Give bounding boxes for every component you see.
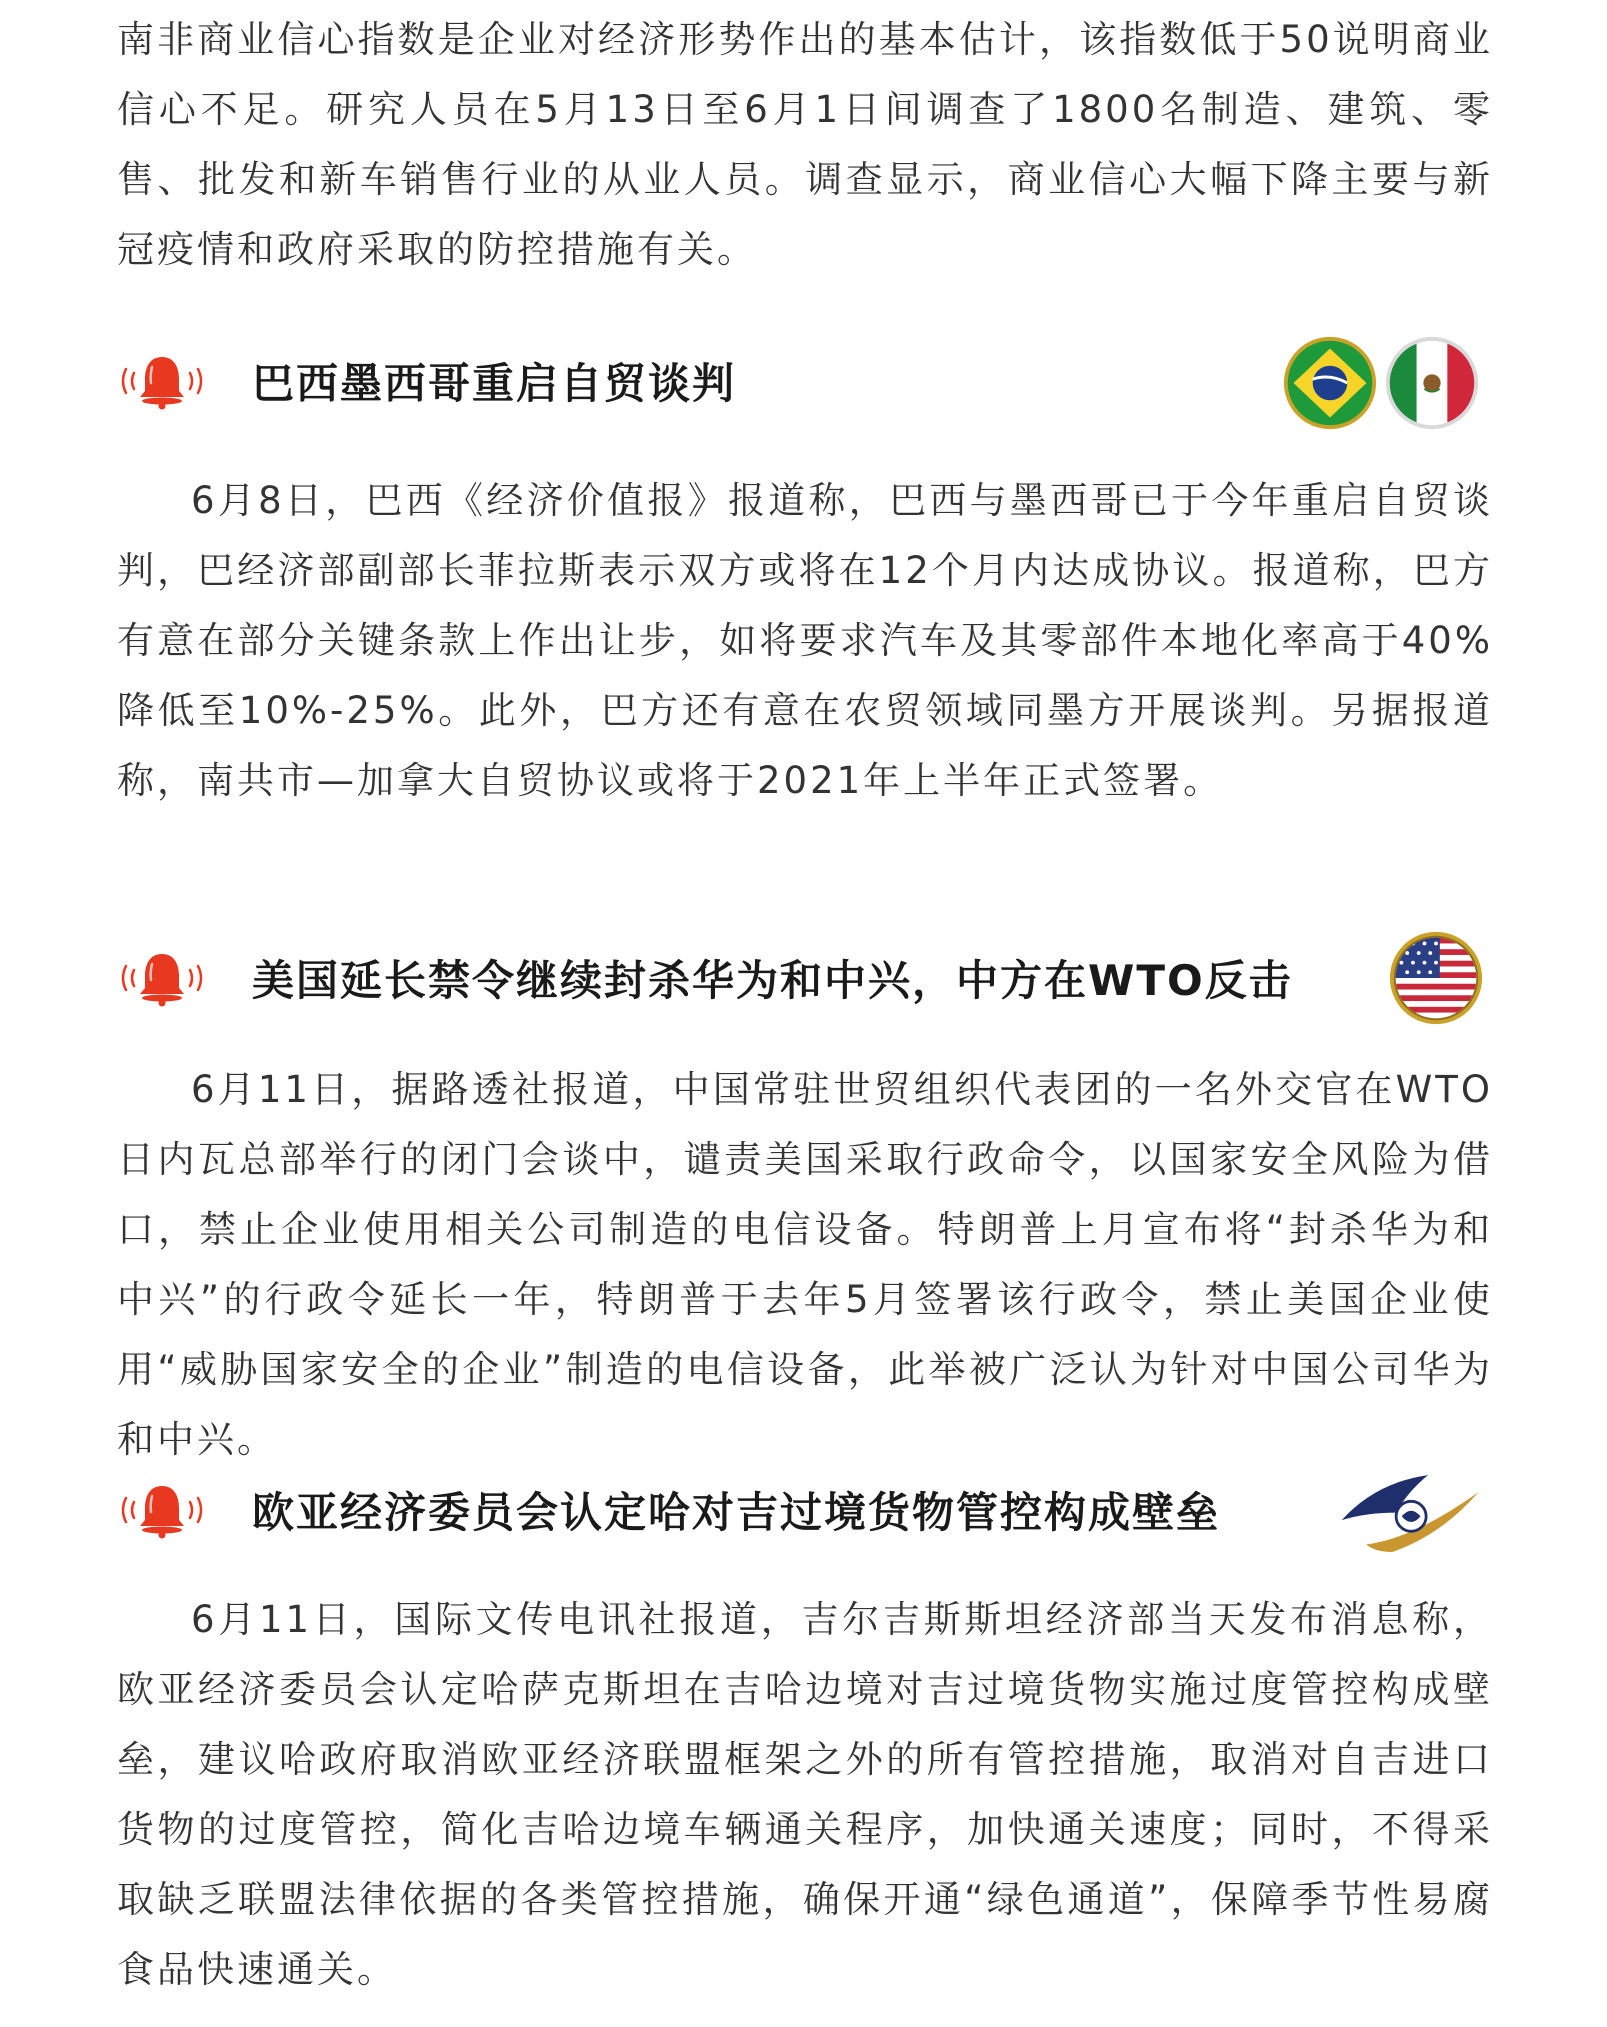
eaeu-paragraph: 6月11日，国际文传电讯社报道，吉尔吉斯斯坦经济部当天发布消息称，欧亚经济委员会认定哈萨克斯坦在吉哈边境对吉过境货物实施过度管控构成壁垒，建议哈政府取消欧亚经济联盟框架之外的所有管控措施，取消对自吉进口货物的过度管控，简化吉哈边境车辆通关程序，加快通关速度；同时，不得采取缺乏联盟法律依据的各类管控措施，确保开通“绿色通道”，保障季节性易腐食品快速通关。 — [117, 1598, 1493, 1991]
intro-paragraph: 南非商业信心指数是企业对经济形势作出的基本估计，该指数低于50说明商业信心不足。研究人员在5月13日至6月1日间调查了1800名制造、建筑、零售、批发和新车销售行业的从业人员。调查显示，商业信心大幅下降主要与新冠疫情和政府采取的防控措施有关。 — [117, 18, 1493, 271]
section-headline: 巴西墨西哥重启自贸谈判 — [252, 359, 737, 408]
section-headline: 欧亚经济委员会认定哈对吉过境货物管控构成壁垒 — [252, 1488, 1221, 1537]
mexico-flag-icon — [1384, 335, 1480, 431]
eaeu-logo-icon — [1338, 1454, 1488, 1558]
section-header-eaeu — [112, 1460, 1496, 1560]
brazil-flag-icon — [1282, 335, 1378, 431]
section-headline: 美国延长禁令继续封杀华为和中兴，中方在WTO反击 — [252, 956, 1293, 1005]
alarm-bell-icon — [112, 351, 212, 411]
section-header-usa-huawei — [112, 930, 1496, 1030]
alarm-bell-icon — [112, 1480, 212, 1540]
section-header-brazil-mexico — [112, 335, 1496, 435]
alarm-bell-icon — [112, 948, 212, 1008]
brazil-mexico-paragraph: 6月8日，巴西《经济价值报》报道称，巴西与墨西哥已于今年重启自贸谈判，巴经济部副部长菲拉斯表示双方或将在12个月内达成协议。报道称，巴方有意在部分关键条款上作出让步，如将要求汽车及其零部件本地化率高于40%降低至10%-25%。此外，巴方还有意在农贸领域同墨方开展谈判。另据报道称，南共市—加拿大自贸协议或将于2021年上半年正式签署。 — [117, 479, 1493, 802]
usa-flag-icon — [1388, 930, 1484, 1026]
usa-huawei-paragraph: 6月11日，据路透社报道，中国常驻世贸组织代表团的一名外交官在WTO日内瓦总部举行的闭门会谈中，谴责美国采取行政命令，以国家安全风险为借口，禁止企业使用相关公司制造的电信设备。特朗普上月宣布将“封杀华为和中兴”的行政令延长一年，特朗普于去年5月签署该行政令，禁止美国企业使用“威胁国家安全的企业”制造的电信设备，此举被广泛认为针对中国公司华为和中兴。 — [117, 1068, 1493, 1461]
